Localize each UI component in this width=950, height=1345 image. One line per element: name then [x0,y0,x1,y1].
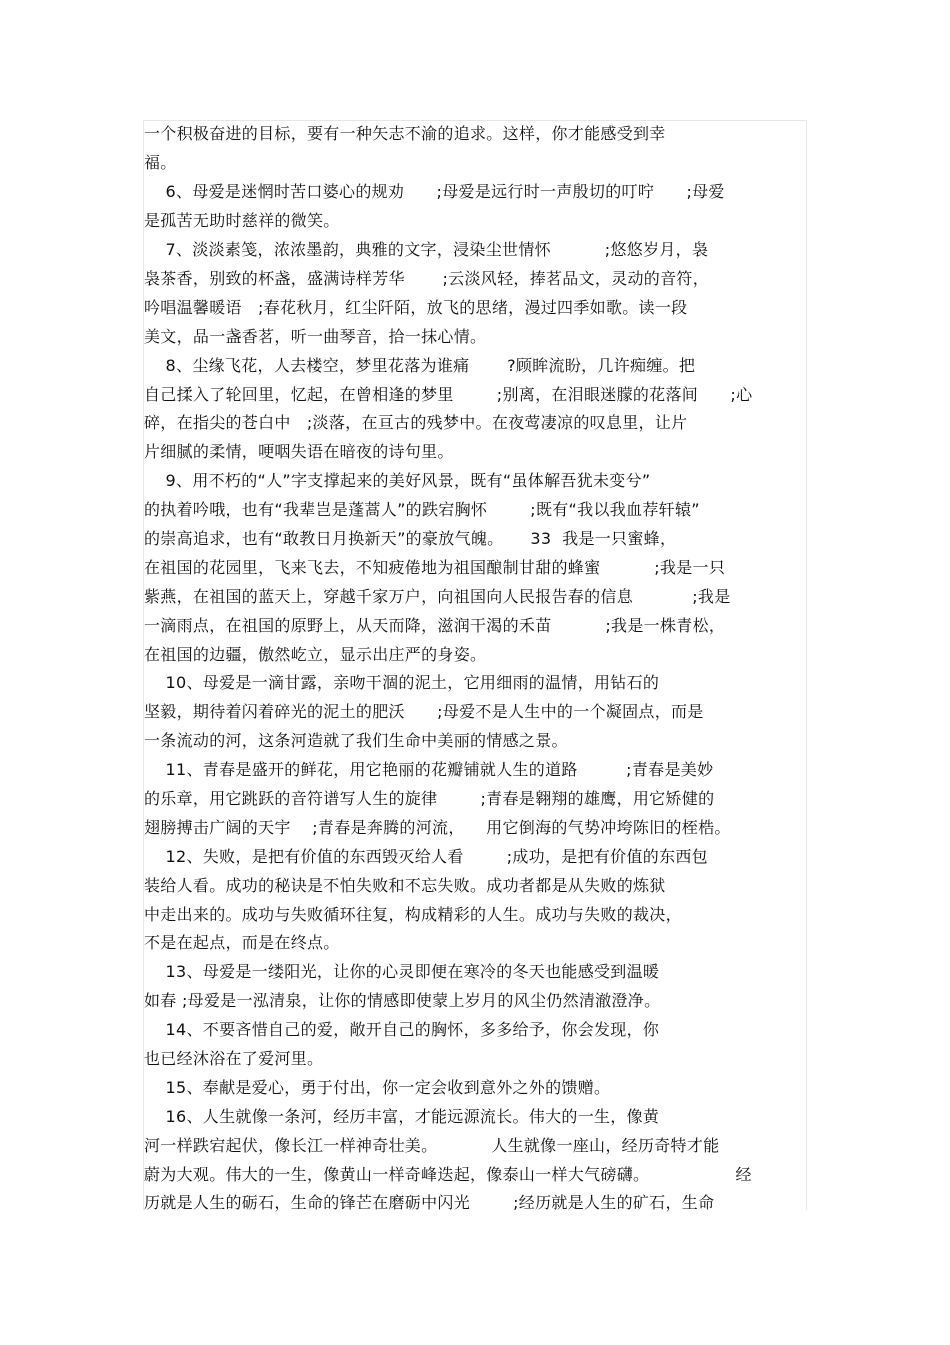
text-line: 如春 ;母爱是一泓清泉，让你的情感即使蒙上岁月的风尘仍然清澈澄净。 [144,991,661,1010]
text-line: 一条流动的河，这条河造就了我们生命中美丽的情感之景。 [144,731,568,750]
text-line: 自己揉入了轮回里，忆起，在曾相逢的梦里 ;别离，在泪眼迷朦的花落间 ;心 [144,385,753,404]
text-line: 紫燕，在祖国的蓝天上，穿越千家万户，向祖国向人民报告春的信息 ;我是 [144,587,731,606]
text-line: 也已经沐浴在了爱河里。 [144,1049,324,1068]
text-line: 是孤苦无助时慈祥的微笑。 [144,211,340,230]
text-line: 中走出来的。成功与失败循环往复，构成精彩的人生。成功与失败的裁决， [144,905,682,924]
text-line: 在祖国的边疆，傲然屹立，显示出庄严的身姿。 [144,645,487,664]
text-line: 福。 [144,153,177,172]
text-line: 历就是人生的砺石，生命的锋芒在磨砺中闪光 ;经历就是人生的矿石，生命 [144,1193,715,1212]
text-line: 河一样跌宕起伏，像长江一样神奇壮美。 人生就像一座山，经历奇特才能 [144,1136,720,1155]
text-line: 蔚为大观。伟大的一生，像黄山一样奇峰迭起，像泰山一样大气磅礴。 经 [144,1165,752,1184]
text-line: 一滴雨点，在祖国的原野上，从天而降，滋润干渴的禾苗 ;我是一株青松， [144,616,726,635]
text-line: 9、用不朽的“人”字支撑起来的美好风景，既有“虽体解吾犹未变兮” [144,471,651,490]
text-line: 8、尘缘飞花，人去楼空，梦里花落为谁痛 ?顾眸流盼，几许痴缠。把 [144,356,696,375]
text-line: 碎，在指尖的苍白中 ;淡落，在亘古的残梦中。在夜莺凄凉的叹息里，让片 [144,413,688,432]
text-line: 吟唱温馨暖语 ;春花秋月，红尘阡陌，放飞的思绪，漫过四季如歌。读一段 [144,298,688,317]
text-line: 14、不要吝惜自己的爱，敞开自己的胸怀，多多给予，你会发现，你 [144,1020,660,1039]
text-line: 袅茶香，别致的杯盏，盛满诗样芳华 ;云淡风轻，捧茗品文，灵动的音符， [144,269,709,288]
text-line: 的崇高追求，也有“敢教日月换新天”的豪放气魄。 33 我是一只蜜蜂， [144,529,677,548]
text-line: 的执着吟哦，也有“我辈岂是蓬蒿人”的跌宕胸怀 ;既有“我以我血荐轩辕” [144,500,700,519]
text-line: 13、母爱是一缕阳光，让你的心灵即便在寒冷的冬天也能感受到温暖 [144,962,660,981]
text-line: 坚毅，期待着闪着碎光的泥土的肥沃 ;母爱不是人生中的一个凝固点，而是 [144,702,704,721]
text-line: 11、青春是盛开的鲜花，用它艳丽的花瓣铺就人生的道路 ;青春是美妙 [144,760,714,779]
text-line: 不是在起点，而是在终点。 [144,933,340,952]
text-line: 一个积极奋进的目标，要有一种矢志不渝的追求。这样，你才能感受到幸 [144,124,666,143]
text-line: 的乐章，用它跳跃的音符谱写人生的旋律 ;青春是翱翔的雄鹰，用它矫健的 [144,789,715,808]
text-line: 6、母爱是迷惘时苦口婆心的规劝 ;母爱是远行时一声殷切的叮咛 ;母爱 [144,182,725,201]
text-line: 12、失败，是把有价值的东西毁灭给人看 ;成功，是把有价值的东西包 [144,847,708,866]
text-line: 16、人生就像一条河，经历丰富，才能远源流长。伟大的一生，像黄 [144,1107,660,1126]
text-line: 15、奉献是爱心，勇于付出，你一定会收到意外之外的馈赠。 [144,1078,611,1097]
text-line: 美文，品一盏香茗，听一曲琴音，拾一抹心情。 [144,327,487,346]
text-line: 10、母爱是一滴甘露，亲吻干涸的泥土，它用细雨的温情，用钻石的 [144,673,660,692]
text-line: 在祖国的花园里，飞来飞去，不知疲倦地为祖国酿制甘甜的蜂蜜 ;我是一只 [144,558,726,577]
text-line: 7、淡淡素笺，浓浓墨韵，典雅的文字，浸染尘世情怀 ;悠悠岁月，袅 [144,240,709,259]
text-line: 片细腻的柔情，哽咽失语在暗夜的诗句里。 [144,442,454,461]
text-line: 翅膀搏击广阔的天宇 ;青春是奔腾的河流， 用它倒海的气势冲垮陈旧的桎梏。 [144,818,731,837]
text-line: 装给人看。成功的秘诀是不怕失败和不忘失败。成功者都是从失败的炼狱 [144,876,666,895]
